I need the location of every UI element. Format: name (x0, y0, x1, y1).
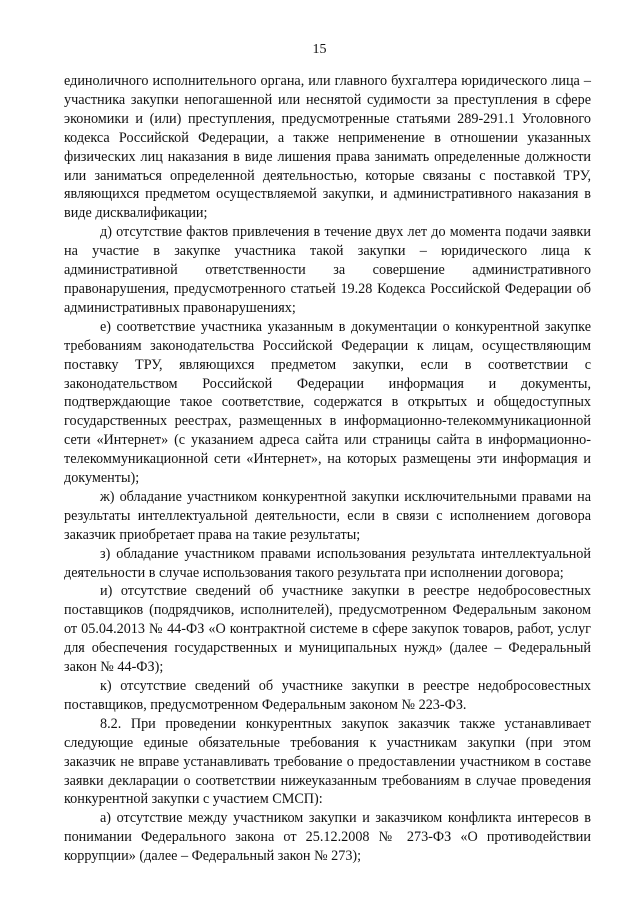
document-body (64, 72, 591, 866)
paragraph-continuation: единоличного исполнительного органа, или главного бухгалтера юридического лица – участника закупки непогашенной или неснятой судимости за преступления в сфере экономики и (или) преступления, предусмотренные статьями 289-291.1 Уголовного кодекса Российской Федерации, а также неприменение в отношении указанных физических лиц наказания в виде лишения права занимать определенные должности или заниматься определенной деятельностью, которые связаны с поставкой ТРУ, являющихся предметом осуществляемой закупки, и административного наказания в виде дисквалификации; (64, 73, 591, 222)
paragraph-item-zh: ж) обладание участником конкурентной закупки исключительными правами на результаты интеллектуальной деятельности, если в связи с исполнением договора заказчик приобретает права на такие результаты; (64, 488, 591, 543)
paragraph-item-d: д) отсутствие фактов привлечения в течение двух лет до момента подачи заявки на участие в закупке участника такой закупки – юридического лица к административной ответственности за совершение административного правонарушения, предусмотренного статьей 19.28 Кодекса Российской Федерации об административных правонарушениях; (64, 224, 591, 316)
page-number: 15 (312, 42, 327, 57)
paragraph-item-z: з) обладание участником правами использования результата интеллектуальной деятельности в случае использования такого результата при исполнении договора; (64, 545, 591, 581)
paragraph-item-k: к) отсутствие сведений об участнике закупки в реестре недобросовестных поставщиков, предусмотренном Федеральным законом № 223-ФЗ. (64, 678, 591, 713)
paragraph-item-a: а) отсутствие между участником закупки и заказчиком конфликта интересов в понимании Федерального закона от 25.12.2008 № 273-ФЗ «О противодействии коррупции» (далее – Федеральный закон № 273); (64, 810, 591, 865)
paragraph-section-8-2: 8.2. При проведении конкурентных закупок заказчик также устанавливает следующие единые обязательные требования к участникам закупки (при этом заказчик не вправе устанавливать требование о предоставлении участником в составе заявки декларации о соответствии нижеуказанным требованиям в случае проведения конкурентной закупки с участием СМСП): (64, 715, 591, 808)
paragraph-item-e: е) соответствие участника указанным в документации о конкурентной закупке требованиям законодательства Российской Федерации к лицам, осуществляющим поставку ТРУ, являющихся предметом закупки, если в соответствии с законодательством Российской Федерации информация и документы, подтверждающие такое соответствие, содержатся в открытых и общедоступных государственных реестрах, размещенных в информационно-телекоммуникационной сети «Интернет» (с указанием адреса сайта или страницы сайта в информационно-телекоммуникационной сети «Интернет», на которых размещены эти информация и документы); (64, 318, 591, 487)
paragraph-item-i: и) отсутствие сведений об участнике закупки в реестре недобросовестных поставщиков (подрядчиков, исполнителей), предусмотренном Федеральным законом от 05.04.2013 № 44-ФЗ «О контрактной системе в сфере закупок товаров, работ, услуг для обеспечения государственных и муниципальных нужд» (далее – Федеральный закон № 44-ФЗ); (64, 583, 591, 676)
